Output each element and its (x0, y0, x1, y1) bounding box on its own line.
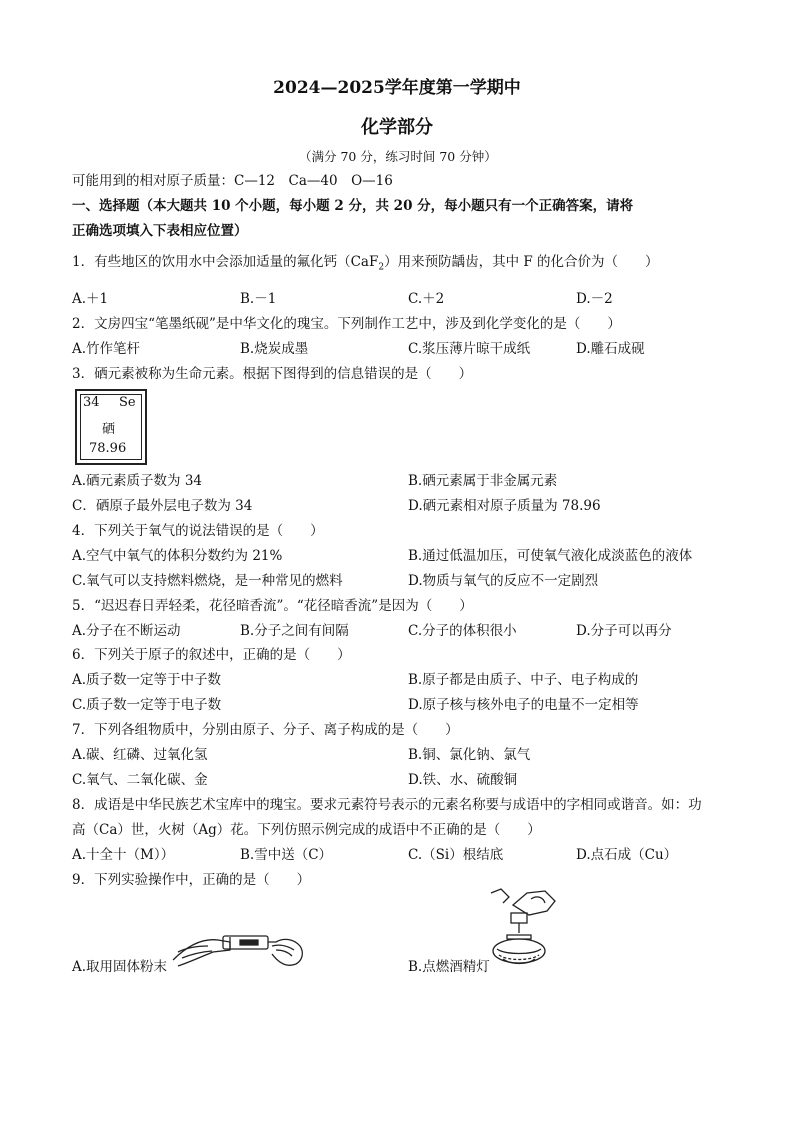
section-instructions-line2: 正确选项填入下表相应位置） (72, 223, 248, 239)
q8-option-a[interactable]: A.十全十（M）） (72, 847, 175, 863)
q5-stem: 5．“迟迟春日弄轻柔，花径暗香流”。“花径暗香流”是因为（ ） (72, 598, 473, 614)
q2-option-a[interactable]: A.竹作笔杆 (72, 341, 141, 357)
q2-option-d[interactable]: D.雕石成砚 (576, 341, 645, 357)
q3-option-d[interactable]: D.硒元素相对原子质量为 78.96 (408, 498, 601, 514)
q8-stem-line2: 高（Ca）世，火树（Ag）花。下列仿照示例完成的成语中不正确的是（ ） (72, 822, 541, 838)
alcohol-lamp-illustration (487, 885, 567, 975)
q8-option-d[interactable]: D.点石成（Cu） (576, 847, 678, 863)
test-tube-hands-illustration (168, 920, 308, 980)
q7-stem: 7．下列各组物质中，分别由原子、分子、离子构成的是（ ） (72, 722, 459, 738)
q2-option-b[interactable]: B.烧炭成墨 (240, 341, 309, 357)
q8-option-b[interactable]: B.雪中送（C） (240, 847, 333, 863)
page-title: 2024—2025学年度第一学期中 (273, 78, 521, 98)
q4-option-a[interactable]: A.空气中氧气的体积分数约为 21% (72, 548, 283, 564)
q2-option-c[interactable]: C.浆压薄片晾干成纸 (408, 341, 531, 357)
q1-stem (72, 253, 659, 277)
q6-option-a[interactable]: A.质子数一定等于中子数 (72, 672, 222, 688)
section-title: 化学部分 (361, 117, 433, 138)
score-note: （满分 70 分，练习时间 70 分钟） (299, 149, 497, 164)
element-number: 34 (83, 395, 100, 410)
q6-option-c[interactable]: C.质子数一定等于电子数 (72, 697, 222, 713)
q7-option-c[interactable]: C.氧气、二氧化碳、金 (72, 772, 208, 788)
q5-option-b[interactable]: B.分子之间有间隔 (240, 623, 349, 639)
q1-option-c[interactable]: C.＋2 (408, 291, 445, 307)
q6-option-d[interactable]: D.原子核与核外电子的电量不一定相等 (408, 697, 639, 713)
section-instructions-line1: 一、选择题（本大题共 10 个小题，每小题 2 分，共 20 分，每小题只有一个正确答案，请将 (72, 198, 634, 214)
q3-option-b[interactable]: B.硒元素属于非金属元素 (408, 473, 558, 489)
q8-stem-line1: 8．成语是中华民族艺术宝库中的瑰宝。要求元素符号表示的元素名称要与成语中的字相同或谐音。如：功 (72, 797, 702, 813)
q4-option-b[interactable]: B.通过低温加压，可使氧气液化成淡蓝色的液体 (408, 548, 693, 564)
q1-option-b[interactable]: B.－1 (240, 291, 277, 307)
q4-stem: 4．下列关于氧气的说法错误的是（ ） (72, 523, 324, 539)
q1-stem-part1: 1．有些地区的饮用水中会添加适量的氟化钙（CaF (72, 254, 379, 270)
periodic-table-cell (75, 389, 147, 465)
q1-option-d[interactable]: D.－2 (576, 291, 613, 307)
q8-option-c[interactable]: C.（Si）根结底 (408, 847, 504, 863)
q9-option-a[interactable]: A.取用固体粉末 (72, 959, 168, 975)
element-name: 硒 (102, 422, 116, 437)
q4-option-c[interactable]: C.氧气可以支持燃料燃烧，是一种常见的燃料 (72, 573, 343, 589)
q5-option-c[interactable]: C.分子的体积很小 (408, 623, 517, 639)
atomic-mass-note: 可能用到的相对原子质量：C—12 Ca—40 O—16 (72, 173, 393, 189)
q4-option-d[interactable]: D.物质与氧气的反应不一定剧烈 (408, 573, 599, 589)
q7-option-d[interactable]: D.铁、水、硫酸铜 (408, 772, 518, 788)
q5-option-a[interactable]: A.分子在不断运动 (72, 623, 181, 639)
q7-option-b[interactable]: B.铜、氯化钠、氯气 (408, 747, 531, 763)
q9-option-b[interactable]: B.点燃酒精灯 (408, 959, 490, 975)
q3-option-a[interactable]: A.硒元素质子数为 34 (72, 473, 203, 489)
element-mass: 78.96 (89, 441, 127, 456)
q5-option-d[interactable]: D.分子可以再分 (576, 623, 672, 639)
q1-stem-part2: ）用来预防龋齿，其中 F 的化合价为（ ） (384, 254, 659, 270)
q6-stem: 6．下列关于原子的叙述中，正确的是（ ） (72, 647, 351, 663)
q1-option-a[interactable]: A.＋1 (72, 291, 109, 307)
q3-stem: 3．硒元素被称为生命元素。根据下图得到的信息错误的是（ ） (72, 366, 473, 382)
q7-option-a[interactable]: A.碳、红磷、过氧化氢 (72, 747, 208, 763)
q1-stem-subscript: 2 (378, 262, 385, 273)
q3-option-c[interactable]: C．硒原子最外层电子数为 34 (72, 498, 253, 514)
element-symbol: Se (119, 395, 136, 410)
q9-stem: 9．下列实验操作中，正确的是（ ） (72, 872, 311, 888)
q6-option-b[interactable]: B.原子都是由质子、中子、电子构成的 (408, 672, 639, 688)
q2-stem: 2．文房四宝“笔墨纸砚”是中华文化的瑰宝。下列制作工艺中，涉及到化学变化的是（ ） (72, 316, 621, 332)
